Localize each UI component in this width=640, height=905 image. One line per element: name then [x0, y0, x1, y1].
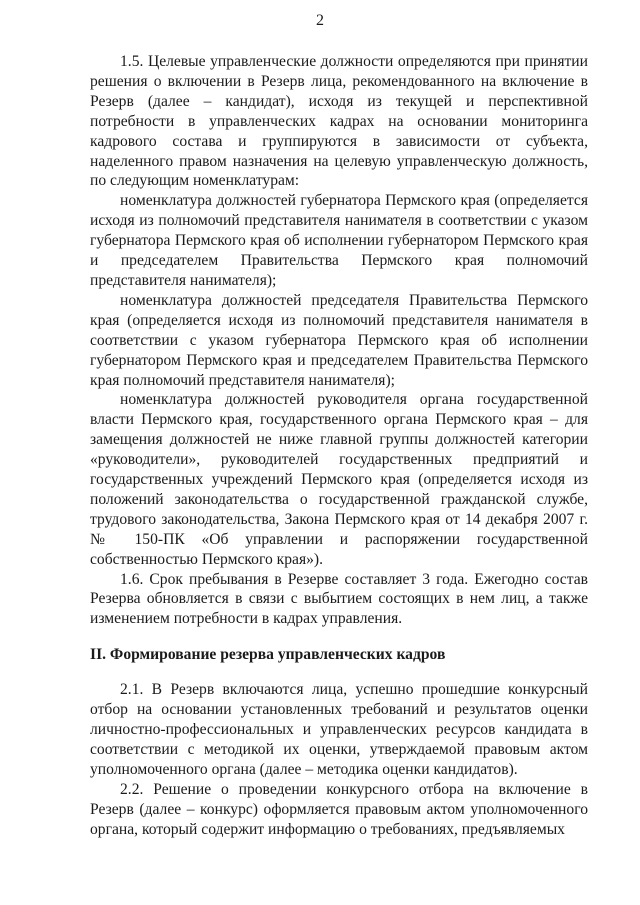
paragraph-2-1: 2.1. В Резерв включаются лица, успешно прошедшие конкурсный отбор на основании установленных требований и результатов оценки личностно-профессиональных и управленческих ресурсов кандидата в соответствии с методикой их оценки, утверждаемой правовым актом уполномоченного органа (далее – методика оценки кандидатов). [90, 681, 588, 778]
page-number: 2 [316, 12, 324, 29]
nomenclature-government-chairman: номенклатура должностей председателя Правительства Пермского края (определяется исходя из полномочий представителя нанимателя в соответствии с указом губернатора Пермского края об исполнении губернатором Пермского края и председателем Правительства Пермского края полномочий представителя нанимателя); [90, 291, 588, 389]
paragraph-1-5: 1.5. Целевые управленческие должности определяются при принятии решения о включении в Резерв лица, рекомендованного на включение в Резерв (далее – кандидат), исходя из текущей и перспективной потребности в управленческих кадрах на основании мониторинга кадрового состава и группируются в зависимости от субъекта, наделенного правом назначения на целевую управленческую должность, по следующим номенклатурам: [90, 53, 588, 190]
nomenclature-agency-head: номенклатура должностей руководителя органа государственной власти Пермского края, государственного органа Пермского края – для замещения должностей не ниже главной группы должностей категории «руководители», руководителей государственных предприятий и государственных учреждений Пермского края (определяется исходя из положений законодательства о государственной гражданской службе, трудового законодательства, Закона Пермского края от 14 декабря 2007 г. № 150-ПК «Об управлении и распоряжении государственной собственностью Пермского края»). [90, 391, 588, 568]
document-body [90, 52, 588, 839]
nomenclature-governor: номенклатура должностей губернатора Пермского края (определяется исходя из полномочий представителя нанимателя в соответствии с указом губернатора Пермского края об исполнении губернатором Пермского края и председателем Правительства Пермского края полномочий представителя нанимателя); [90, 192, 588, 289]
section-heading-ii: II. Формирование резерва управленческих кадров [90, 646, 446, 664]
paragraph-1-6: 1.6. Срок пребывания в Резерве составляет 3 года. Ежегодно состав Резерва обновляется в связи с выбытием состоящих в нем лиц, а также изменением потребности в кадрах управления. [90, 570, 588, 628]
paragraph-2-2: 2.2. Решение о проведении конкурсного отбора на включение в Резерв (далее – конкурс) оформляется правовым актом уполномоченного органа, который содержит информацию о требованиях, предъявляемых [90, 780, 588, 838]
